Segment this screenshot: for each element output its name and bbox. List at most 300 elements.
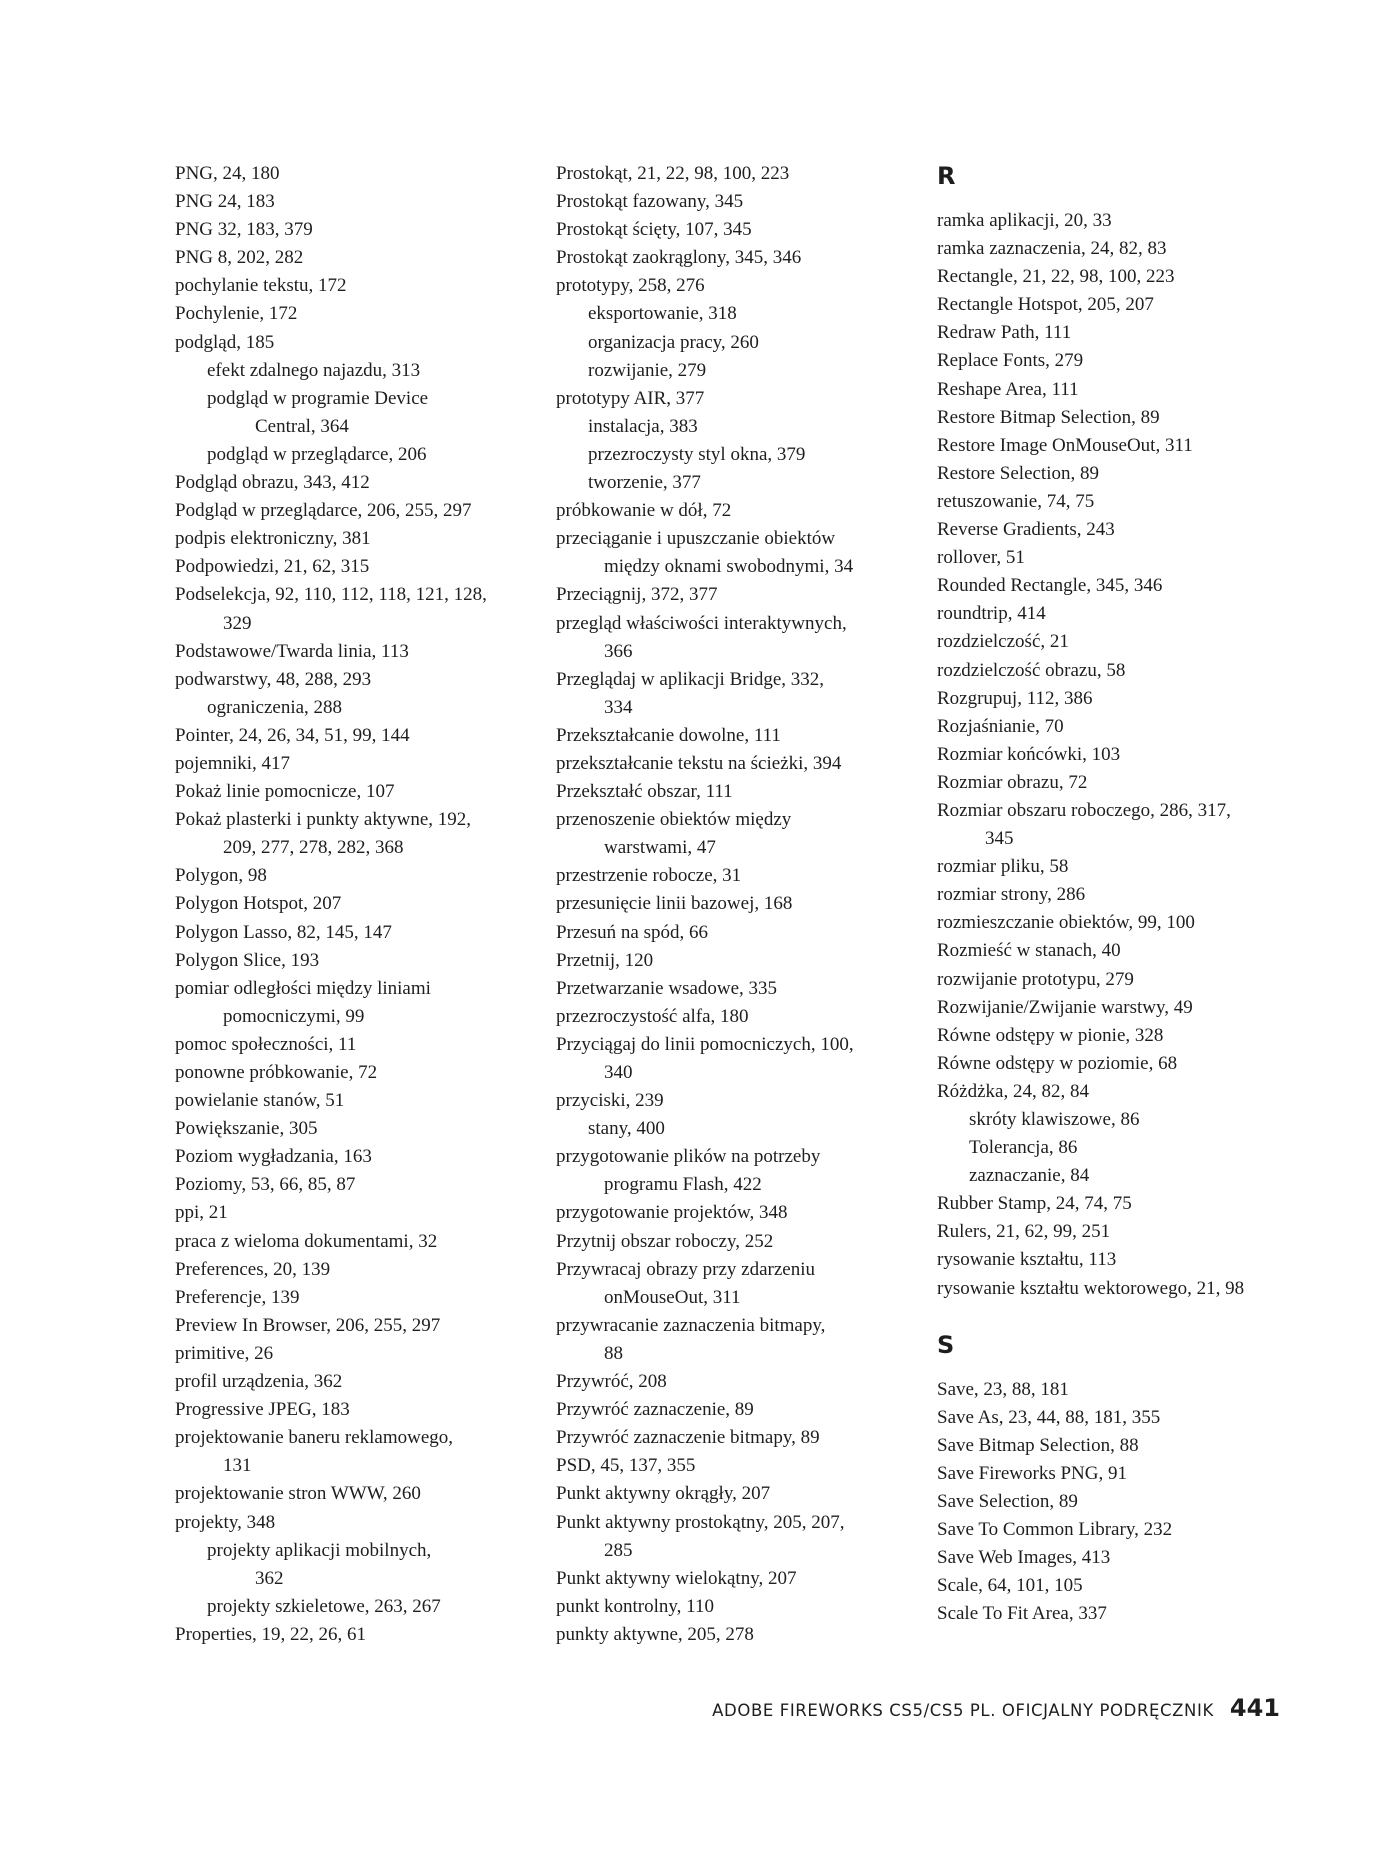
index-entry-continuation: Central, 364 — [255, 415, 349, 437]
index-entry-text: Save Bitmap Selection, 88 — [937, 1434, 1139, 1456]
index-entry — [937, 853, 1307, 881]
index-entry-continuation: pomocniczymi, 99 — [223, 1005, 365, 1027]
index-entry-text: Reshape Area, 111 — [937, 378, 1079, 400]
index-entry — [175, 553, 545, 581]
index-entry — [556, 1565, 926, 1593]
index-entry-text: efekt zdalnego najazdu, 313 — [207, 359, 421, 381]
index-entry — [556, 160, 926, 188]
index-entry-text: Prostokąt fazowany, 345 — [556, 191, 744, 213]
index-entry-text: Reverse Gradients, 243 — [937, 519, 1115, 541]
index-entry-text: punkt kontrolny, 110 — [556, 1595, 714, 1617]
index-entry-text: rysowanie kształtu, 113 — [937, 1249, 1117, 1271]
index-entry-text: Save As, 23, 44, 88, 181, 355 — [937, 1406, 1161, 1428]
index-entry-text: zaznaczanie, 84 — [969, 1165, 1090, 1187]
index-entry — [175, 244, 545, 272]
index-subentry — [556, 413, 926, 441]
index-entry-text: rysowanie kształtu wektorowego, 21, 98 — [937, 1277, 1245, 1299]
index-entry — [175, 1368, 545, 1396]
index-entry-text: Save To Common Library, 232 — [937, 1519, 1173, 1541]
index-entry-continuation: programu Flash, 422 — [604, 1174, 762, 1196]
index-entry-text: Rectangle Hotspot, 205, 207 — [937, 294, 1154, 316]
index-entry-text: Rozmiar końcówki, 103 — [937, 743, 1121, 765]
index-subentry — [937, 1134, 1307, 1162]
index-entry-text: Prostokąt ścięty, 107, 345 — [556, 219, 752, 241]
index-subentry — [937, 1106, 1307, 1134]
index-entry-text: Poziomy, 53, 66, 85, 87 — [175, 1174, 356, 1196]
index-entry — [556, 244, 926, 272]
index-entry — [937, 1572, 1307, 1600]
index-entry — [556, 1143, 926, 1199]
index-column-2 — [556, 160, 926, 1649]
index-entry — [937, 263, 1307, 291]
page-number: 441 — [1229, 1694, 1280, 1722]
index-entry — [937, 572, 1307, 600]
index-entry-text: Restore Selection, 89 — [937, 462, 1099, 484]
index-entry — [937, 741, 1307, 769]
index-entry-text: Poziom wygładzania, 163 — [175, 1146, 372, 1168]
index-entry-text: Save Web Images, 413 — [937, 1547, 1111, 1569]
index-entry — [937, 1404, 1307, 1432]
index-entry — [556, 1031, 926, 1087]
index-entry-text: PNG 24, 183 — [175, 191, 275, 213]
index-entry — [556, 1621, 926, 1649]
index-entry-text: Przeglądaj w aplikacji Bridge, 332, — [556, 668, 825, 690]
index-entry — [556, 806, 926, 862]
index-entry-continuation: 340 — [604, 1062, 633, 1083]
index-entry — [175, 666, 545, 694]
index-entry-text: ramka aplikacji, 20, 33 — [937, 210, 1112, 231]
index-entry-text: PNG, 24, 180 — [175, 163, 280, 184]
index-entry — [556, 1368, 926, 1396]
index-entry-text: Rozmiar obrazu, 72 — [937, 771, 1088, 793]
index-entry-text: Redraw Path, 111 — [937, 322, 1072, 344]
index-entry-text: przenoszenie obiektów między — [556, 809, 792, 831]
index-entry-text: rozmiar pliku, 58 — [937, 856, 1069, 878]
index-entry-text: praca z wieloma dokumentami, 32 — [175, 1230, 438, 1252]
index-entry — [175, 329, 545, 357]
index-entry-text: Podpowiedzi, 21, 62, 315 — [175, 556, 370, 578]
index-entry-continuation: onMouseOut, 311 — [604, 1286, 741, 1308]
index-entry — [937, 1022, 1307, 1050]
index-entry-text: Rozmieść w stanach, 40 — [937, 940, 1121, 962]
index-entry-text: przygotowanie plików na potrzeby — [556, 1146, 821, 1168]
index-entry — [937, 937, 1307, 965]
index-entry-text: pomiar odległości między liniami — [175, 977, 431, 999]
index-entry-text: Restore Bitmap Selection, 89 — [937, 406, 1160, 428]
index-entry — [937, 797, 1307, 853]
index-entry — [937, 460, 1307, 488]
index-subentry — [175, 385, 545, 441]
index-entry-text: Przywróć zaznaczenie bitmapy, 89 — [556, 1427, 820, 1449]
index-entry — [937, 432, 1307, 460]
index-entry-text: roundtrip, 414 — [937, 603, 1046, 625]
index-entry — [937, 1050, 1307, 1078]
section-letter-heading: S — [937, 1330, 955, 1359]
index-entry-text: Punkt aktywny wielokątny, 207 — [556, 1567, 797, 1589]
index-entry — [937, 347, 1307, 375]
index-subentry — [556, 469, 926, 497]
index-entry-text: Rozmiar obszaru roboczego, 286, 317, — [937, 799, 1231, 821]
index-entry — [937, 909, 1307, 937]
index-entry-text: przywracanie zaznaczenia bitmapy, — [556, 1314, 826, 1336]
index-subentry — [556, 300, 926, 328]
index-entry — [175, 1087, 545, 1115]
index-entry-text: stany, 400 — [588, 1118, 665, 1140]
index-entry — [175, 1171, 545, 1199]
index-entry-text: Równe odstępy w pionie, 328 — [937, 1024, 1164, 1046]
index-entry — [937, 769, 1307, 797]
index-entry-text: podgląd, 185 — [175, 331, 275, 353]
index-entry — [175, 1031, 545, 1059]
index-entry — [175, 862, 545, 890]
index-entry-text: prototypy, 258, 276 — [556, 275, 705, 297]
index-entry-text: pomoc społeczności, 11 — [175, 1033, 357, 1055]
index-entry — [175, 1115, 545, 1143]
index-entry — [937, 291, 1307, 319]
index-entry — [937, 966, 1307, 994]
index-entry — [556, 272, 926, 300]
index-entry — [937, 235, 1307, 263]
index-subentry — [175, 441, 545, 469]
index-entry — [937, 713, 1307, 741]
index-subentry — [937, 1162, 1307, 1190]
index-entry — [556, 890, 926, 918]
index-entry — [556, 1003, 926, 1031]
index-entry-text: Prostokąt zaokrąglony, 345, 346 — [556, 247, 802, 269]
index-entry — [556, 947, 926, 975]
index-entry — [937, 319, 1307, 347]
index-entry-text: Scale To Fit Area, 337 — [937, 1603, 1107, 1625]
index-entry — [937, 1488, 1307, 1516]
index-entry — [556, 975, 926, 1003]
index-entry-text: organizacja pracy, 260 — [588, 331, 759, 353]
index-entry — [556, 1312, 926, 1368]
index-entry-text: Rounded Rectangle, 345, 346 — [937, 575, 1163, 597]
index-entry-text: ppi, 21 — [175, 1202, 228, 1224]
index-entry-text: ograniczenia, 288 — [207, 696, 343, 718]
index-entry — [556, 1509, 926, 1565]
index-entry-text: rollover, 51 — [937, 547, 1025, 569]
index-entry-text: Save Fireworks PNG, 91 — [937, 1462, 1127, 1484]
index-entry — [556, 610, 926, 666]
index-entry-text: PNG 8, 202, 282 — [175, 247, 304, 269]
index-entry-text: ramka zaznaczenia, 24, 82, 83 — [937, 238, 1167, 260]
index-entry-text: przyciski, 239 — [556, 1090, 664, 1112]
index-entry-text: Restore Image OnMouseOut, 311 — [937, 434, 1193, 456]
index-entry-text: Przeciągnij, 372, 377 — [556, 584, 718, 606]
index-entry-text: Tolerancja, 86 — [969, 1137, 1078, 1159]
index-subentry — [175, 694, 545, 722]
index-entry — [556, 919, 926, 947]
index-entry — [556, 497, 926, 525]
index-entry-text: Pointer, 24, 26, 34, 51, 99, 144 — [175, 724, 410, 746]
index-entry-text: przygotowanie projektów, 348 — [556, 1202, 788, 1224]
index-entry — [175, 216, 545, 244]
index-entry — [175, 525, 545, 553]
index-entry-text: retuszowanie, 74, 75 — [937, 490, 1095, 512]
index-entry — [556, 750, 926, 778]
index-entry-text: Replace Fonts, 279 — [937, 350, 1084, 372]
index-entry-text: pojemniki, 417 — [175, 752, 291, 774]
index-entry — [556, 1087, 926, 1115]
index-entry-text: Preferences, 20, 139 — [175, 1258, 331, 1280]
index-entry-text: projekty aplikacji mobilnych, — [207, 1539, 432, 1561]
index-entry — [175, 188, 545, 216]
index-entry-text: Przyciągaj do linii pomocniczych, 100, — [556, 1033, 854, 1055]
index-entry-text: projektowanie baneru reklamowego, — [175, 1427, 454, 1449]
index-entry-text: Przekształcanie dowolne, 111 — [556, 724, 781, 746]
index-entry-text: rozwijanie prototypu, 279 — [937, 968, 1134, 990]
index-entry-text: rozwijanie, 279 — [588, 359, 707, 381]
section-gap — [937, 1303, 1307, 1331]
index-entry-continuation: 334 — [604, 696, 633, 718]
index-entry-text: Przywróć, 208 — [556, 1371, 667, 1393]
index-entry-text: powielanie stanów, 51 — [175, 1090, 345, 1112]
index-entry — [556, 1480, 926, 1508]
index-entry — [556, 1396, 926, 1424]
index-entry — [937, 881, 1307, 909]
index-entry — [937, 1275, 1307, 1303]
index-entry-text: Rulers, 21, 62, 99, 251 — [937, 1221, 1111, 1243]
index-entry-text: PSD, 45, 137, 355 — [556, 1455, 696, 1477]
index-entry-text: PNG 32, 183, 379 — [175, 219, 313, 241]
index-entry — [175, 469, 545, 497]
index-entry — [556, 778, 926, 806]
index-entry — [937, 1600, 1307, 1628]
index-entry — [556, 1424, 926, 1452]
index-entry-text: Pokaż linie pomocnicze, 107 — [175, 781, 395, 803]
index-entry-text: prototypy AIR, 377 — [556, 387, 705, 409]
index-entry-text: profil urządzenia, 362 — [175, 1371, 343, 1393]
index-entry — [556, 188, 926, 216]
index-entry-text: Polygon Slice, 193 — [175, 949, 320, 971]
index-entry — [556, 1452, 926, 1480]
book-title: ADOBE FIREWORKS CS5/CS5 PL. OFICJALNY PODRĘCZNIK — [712, 1701, 1214, 1720]
index-entry — [175, 1059, 545, 1087]
index-entry-text: Podgląd obrazu, 343, 412 — [175, 472, 370, 494]
index-entry — [937, 1516, 1307, 1544]
index-entry — [937, 1432, 1307, 1460]
index-subentry — [175, 357, 545, 385]
index-entry-text: Pokaż plasterki i punkty aktywne, 192, — [175, 809, 472, 831]
index-entry — [937, 488, 1307, 516]
index-entry — [937, 1246, 1307, 1274]
index-entry-text: przekształcanie tekstu na ścieżki, 394 — [556, 752, 842, 774]
index-entry-text: próbkowanie w dół, 72 — [556, 500, 732, 522]
index-entry — [937, 404, 1307, 432]
index-entry-text: przesunięcie linii bazowej, 168 — [556, 893, 793, 915]
index-entry — [175, 1228, 545, 1256]
index-entry-text: przegląd właściwości interaktywnych, — [556, 612, 847, 634]
section-letter-heading: R — [937, 162, 956, 190]
index-entry-text: przeciąganie i upuszczanie obiektów — [556, 528, 836, 550]
index-entry-text: Rozjaśnianie, 70 — [937, 715, 1064, 737]
index-entry — [175, 1143, 545, 1171]
index-entry — [175, 1396, 545, 1424]
index-entry-continuation: między oknami swobodnymi, 34 — [604, 556, 854, 578]
index-entry — [937, 1218, 1307, 1246]
index-entry-text: przezroczystość alfa, 180 — [556, 1005, 749, 1027]
index-entry-text: Pochylenie, 172 — [175, 303, 298, 325]
index-entry-text: przestrzenie robocze, 31 — [556, 865, 742, 887]
index-entry-text: Przywróć zaznaczenie, 89 — [556, 1399, 754, 1421]
index-entry — [175, 497, 545, 525]
index-entry — [175, 160, 545, 188]
index-entry-text: Properties, 19, 22, 26, 61 — [175, 1623, 367, 1645]
index-entry — [556, 666, 926, 722]
index-entry — [937, 1190, 1307, 1218]
index-entry-text: Przetwarzanie wsadowe, 335 — [556, 977, 778, 999]
index-entry-continuation: 131 — [223, 1455, 252, 1477]
index-entry — [175, 1199, 545, 1227]
index-entry-continuation: 88 — [604, 1342, 623, 1364]
index-subentry — [556, 441, 926, 469]
index-entry-text: punkty aktywne, 205, 278 — [556, 1623, 754, 1645]
index-entry-text: Scale, 64, 101, 105 — [937, 1575, 1083, 1597]
index-entry-text: Przetnij, 120 — [556, 949, 654, 971]
index-entry-text: Progressive JPEG, 183 — [175, 1399, 350, 1421]
index-entry — [175, 806, 545, 862]
index-entry — [937, 628, 1307, 656]
index-entry-text: rozdzielczość obrazu, 58 — [937, 659, 1126, 681]
index-entry-continuation: 362 — [255, 1567, 284, 1589]
index-entry — [556, 1256, 926, 1312]
index-entry — [937, 600, 1307, 628]
index-entry-text: podpis elektroniczny, 381 — [175, 528, 371, 550]
index-entry-continuation: 345 — [985, 828, 1014, 850]
index-entry-text: Przytnij obszar roboczy, 252 — [556, 1230, 774, 1252]
index-entry — [175, 919, 545, 947]
index-entry-text: primitive, 26 — [175, 1342, 274, 1364]
index-subentry — [556, 1115, 926, 1143]
index-entry-text: Polygon, 98 — [175, 865, 267, 887]
index-entry-text: Podselekcja, 92, 110, 112, 118, 121, 128, — [175, 584, 487, 606]
index-entry-text: podgląd w przeglądarce, 206 — [207, 443, 427, 465]
index-entry — [175, 778, 545, 806]
index-entry-text: Rectangle, 21, 22, 98, 100, 223 — [937, 266, 1175, 288]
index-entry — [937, 376, 1307, 404]
index-subentry — [175, 1537, 545, 1593]
index-entry-continuation: 329 — [223, 612, 252, 634]
index-entry-text: rozmiar strony, 286 — [937, 884, 1086, 906]
index-entry-text: Różdżka, 24, 82, 84 — [937, 1080, 1089, 1102]
index-entry — [937, 207, 1307, 235]
index-entry — [175, 1256, 545, 1284]
index-entry-text: Równe odstępy w poziomie, 68 — [937, 1052, 1178, 1074]
index-entry-text: Przywracaj obrazy przy zdarzeniu — [556, 1258, 815, 1280]
index-entry — [937, 544, 1307, 572]
index-entry — [175, 1621, 545, 1649]
index-entry — [556, 581, 926, 609]
index-entry-text: Podstawowe/Twarda linia, 113 — [175, 640, 409, 662]
index-entry-text: eksportowanie, 318 — [588, 303, 737, 325]
index-entry-text: Save Selection, 89 — [937, 1491, 1078, 1513]
index-entry — [937, 657, 1307, 685]
index-entry-continuation: 209, 277, 278, 282, 368 — [223, 837, 404, 859]
index-entry — [937, 1376, 1307, 1404]
index-subentry — [556, 357, 926, 385]
index-entry — [556, 722, 926, 750]
index-entry — [556, 385, 926, 413]
index-entry — [556, 1228, 926, 1256]
index-entry-text: Rubber Stamp, 24, 74, 75 — [937, 1193, 1132, 1215]
index-entry-text: projekty, 348 — [175, 1511, 276, 1533]
index-entry — [937, 994, 1307, 1022]
index-entry-text: rozmieszczanie obiektów, 99, 100 — [937, 912, 1195, 934]
index-entry-text: rozdzielczość, 21 — [937, 631, 1069, 653]
index-entry — [556, 1199, 926, 1227]
index-entry-text: Prostokąt, 21, 22, 98, 100, 223 — [556, 163, 790, 184]
index-column-3 — [937, 162, 1307, 1629]
index-entry — [175, 1312, 545, 1340]
index-entry — [175, 890, 545, 918]
index-entry-text: ponowne próbkowanie, 72 — [175, 1062, 378, 1083]
index-entry-text: Polygon Hotspot, 207 — [175, 893, 342, 915]
index-entry-text: Przesuń na spód, 66 — [556, 921, 708, 943]
index-entry-text: Save, 23, 88, 181 — [937, 1378, 1069, 1400]
index-entry-text: podgląd w programie Device — [207, 387, 429, 409]
index-entry — [175, 1509, 545, 1537]
index-entry — [175, 1340, 545, 1368]
index-entry — [175, 750, 545, 778]
index-entry-text: instalacja, 383 — [588, 415, 698, 437]
index-entry-text: Preview In Browser, 206, 255, 297 — [175, 1314, 441, 1336]
index-entry — [175, 638, 545, 666]
index-subentry — [175, 1593, 545, 1621]
index-entry — [937, 1078, 1307, 1106]
index-entry — [937, 685, 1307, 713]
index-entry — [556, 525, 926, 581]
index-entry — [937, 1460, 1307, 1488]
index-subentry — [556, 329, 926, 357]
index-entry-text: Przekształć obszar, 111 — [556, 781, 733, 803]
index-entry — [937, 516, 1307, 544]
index-entry-text: Punkt aktywny okrągły, 207 — [556, 1483, 771, 1505]
index-entry-text: pochylanie tekstu, 172 — [175, 275, 347, 297]
index-entry-text: podwarstwy, 48, 288, 293 — [175, 668, 372, 690]
index-entry — [556, 862, 926, 890]
index-entry — [175, 947, 545, 975]
index-entry-text: Rozwijanie/Zwijanie warstwy, 49 — [937, 996, 1193, 1018]
index-entry-text: projekty szkieletowe, 263, 267 — [207, 1595, 441, 1617]
index-entry — [937, 1544, 1307, 1572]
index-entry-text: Podgląd w przeglądarce, 206, 255, 297 — [175, 500, 472, 522]
index-entry — [175, 722, 545, 750]
index-entry-text: projektowanie stron WWW, 260 — [175, 1483, 421, 1505]
index-entry-text: Preferencje, 139 — [175, 1286, 300, 1308]
index-entry — [556, 216, 926, 244]
index-entry — [175, 1480, 545, 1508]
index-entry — [175, 975, 545, 1031]
index-entry-continuation: warstwami, 47 — [604, 837, 716, 859]
index-entry — [175, 1284, 545, 1312]
index-entry-continuation: 285 — [604, 1539, 633, 1561]
index-entry-text: tworzenie, 377 — [588, 472, 701, 494]
index-entry — [175, 272, 545, 300]
index-entry-continuation: 366 — [604, 640, 633, 662]
index-entry — [175, 581, 545, 637]
index-entry-text: Powiększanie, 305 — [175, 1118, 318, 1140]
index-entry-text: Punkt aktywny prostokątny, 205, 207, — [556, 1511, 845, 1533]
page-footer — [712, 1694, 1280, 1722]
index-entry — [175, 1424, 545, 1480]
index-entry-text: Polygon Lasso, 82, 145, 147 — [175, 921, 392, 943]
index-column-1 — [175, 160, 545, 1649]
index-entry-text: przezroczysty styl okna, 379 — [588, 443, 806, 465]
index-entry-text: skróty klawiszowe, 86 — [969, 1109, 1140, 1130]
index-entry — [175, 300, 545, 328]
index-entry-text: Rozgrupuj, 112, 386 — [937, 687, 1093, 709]
